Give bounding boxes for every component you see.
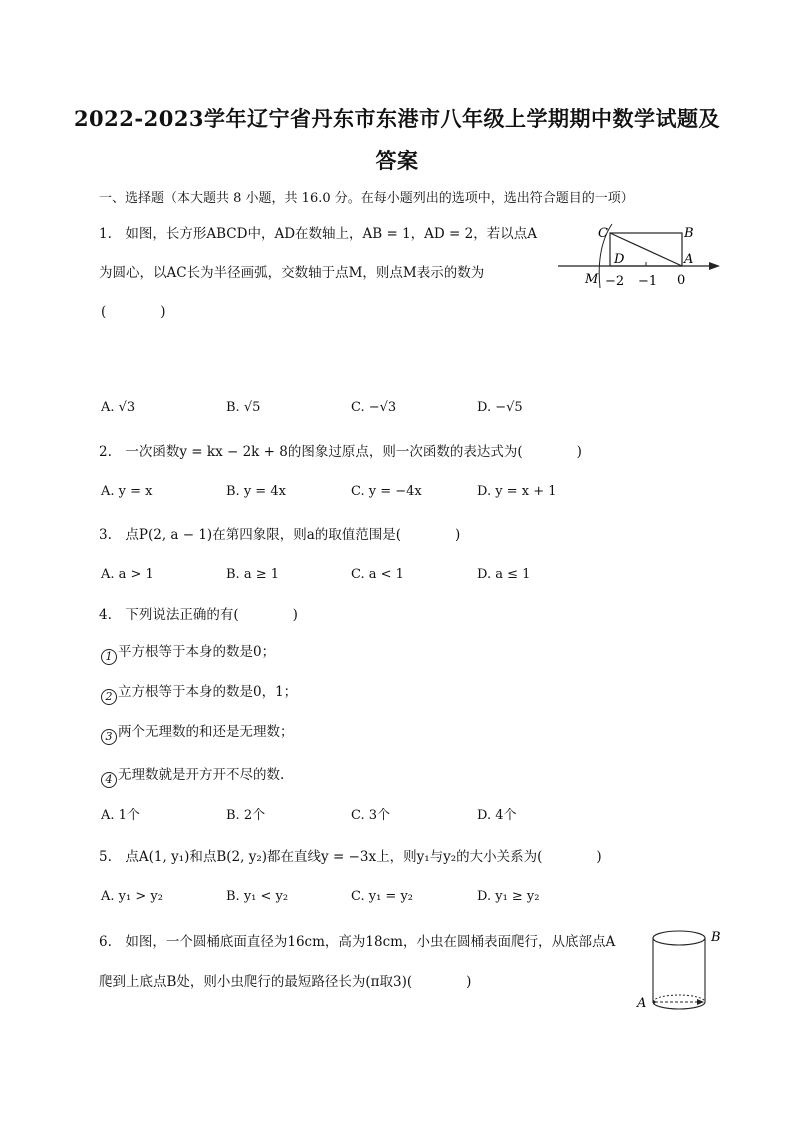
q4-statement-3 bbox=[101, 720, 294, 741]
q1-axis-arrow bbox=[709, 262, 720, 270]
q4-statement-1-text: 平方根等于本身的数是0； bbox=[118, 644, 276, 660]
point-a-dot bbox=[653, 1001, 656, 1004]
q4-statement-4-text: 无理数就是开方开不尽的数. bbox=[118, 767, 285, 783]
circled-number-3: 3 bbox=[101, 729, 117, 745]
q4-statement-4 bbox=[101, 763, 284, 784]
q3-option-b[interactable]: B. a ≥ 1 bbox=[226, 567, 279, 582]
circled-number-4: 4 bbox=[101, 772, 117, 788]
page-title-line-2: 答案 bbox=[375, 148, 419, 173]
q1-answer-blank: ( ) bbox=[101, 304, 166, 320]
circled-number-1: 1 bbox=[101, 649, 117, 665]
q1-tick-label-minus-2: −2 bbox=[605, 274, 625, 289]
q6-stem-line-2: 爬到上底点B处，则小虫爬行的最短路径长为(π取3)( ) bbox=[99, 974, 472, 990]
q4-statement-3-text: 两个无理数的和还是无理数； bbox=[118, 724, 294, 740]
q5-stem: 5. 点A(1, y₁)和点B(2, y₂)都在直线y = −3x上，则y₁与y₂的大小关系为( ) bbox=[99, 849, 602, 865]
cylinder-top bbox=[653, 931, 705, 945]
diameter-arrow bbox=[697, 999, 704, 1005]
q3-option-d[interactable]: D. a ≤ 1 bbox=[477, 567, 531, 582]
q5-option-b[interactable]: B. y₁ < y₂ bbox=[226, 889, 289, 904]
q4-stem: 4. 下列说法正确的有( ) bbox=[99, 607, 298, 623]
q1-stem-line-1: 1. 如图，长方形ABCD中，AD在数轴上，AB = 1，AD = 2，若以点A bbox=[99, 226, 537, 242]
q1-label-c: C bbox=[598, 226, 608, 241]
q1-number-line-figure bbox=[552, 218, 728, 292]
circled-number-2: 2 bbox=[101, 689, 117, 705]
q6-label-a: A bbox=[637, 996, 647, 1011]
q3-option-a[interactable]: A. a > 1 bbox=[101, 567, 154, 582]
q2-option-b[interactable]: B. y = 4x bbox=[226, 484, 286, 499]
q4-option-b[interactable]: B. 2个 bbox=[226, 808, 266, 823]
q3-stem: 3. 点P(2, a − 1)在第四象限，则a的取值范围是( ) bbox=[99, 527, 461, 543]
q4-statement-2 bbox=[101, 680, 297, 701]
q1-label-a: A bbox=[684, 252, 694, 267]
q2-option-c[interactable]: C. y = −4x bbox=[351, 484, 422, 499]
q1-label-b: B bbox=[684, 226, 694, 241]
q1-tick-label-0: 0 bbox=[677, 273, 686, 288]
q1-option-d[interactable]: D. −√5 bbox=[477, 400, 523, 415]
q6-stem-line-1: 6. 如图，一个圆桶底面直径为16cm，高为18cm，小虫在圆桶表面爬行，从底部点A bbox=[99, 934, 616, 950]
q1-option-c[interactable]: C. −√3 bbox=[351, 400, 397, 415]
q1-label-d: D bbox=[614, 252, 625, 267]
q5-option-d[interactable]: D. y₁ ≥ y₂ bbox=[477, 889, 540, 904]
q4-option-c[interactable]: C. 3个 bbox=[351, 808, 391, 823]
q2-option-d[interactable]: D. y = x + 1 bbox=[477, 484, 557, 499]
q5-option-a[interactable]: A. y₁ > y₂ bbox=[101, 889, 163, 904]
q5-option-c[interactable]: C. y₁ = y₂ bbox=[351, 889, 414, 904]
q3-option-c[interactable]: C. a < 1 bbox=[351, 567, 404, 582]
q1-option-b[interactable]: B. √5 bbox=[226, 400, 261, 415]
section-heading: 一、选择题（本大题共 8 小题，共 16.0 分。在每小题列出的选项中，选出符合题目的一项） bbox=[99, 191, 634, 206]
q1-stem-line-2: 为圆心，以AC长为半径画弧，交数轴于点M，则点M表示的数为 bbox=[99, 265, 485, 281]
q4-statement-1 bbox=[101, 640, 275, 661]
q6-cylinder-figure bbox=[634, 924, 726, 1018]
q4-option-d[interactable]: D. 4个 bbox=[477, 808, 517, 823]
q1-label-m: M bbox=[585, 272, 599, 287]
q1-option-a[interactable]: A. √3 bbox=[101, 400, 136, 415]
q2-option-a[interactable]: A. y = x bbox=[101, 484, 153, 499]
q4-option-a[interactable]: A. 1个 bbox=[101, 808, 140, 823]
page-title-line-1: 2022-2023学年辽宁省丹东市东港市八年级上学期期中数学试题及 bbox=[73, 106, 721, 131]
q6-label-b: B bbox=[711, 930, 721, 945]
q4-statement-2-text: 立方根等于本身的数是0，1； bbox=[118, 684, 298, 700]
q2-stem: 2. 一次函数y = kx − 2k + 8的图象过原点，则一次函数的表达式为( ) bbox=[99, 444, 582, 460]
q1-tick-label-minus-1: −1 bbox=[638, 274, 658, 289]
